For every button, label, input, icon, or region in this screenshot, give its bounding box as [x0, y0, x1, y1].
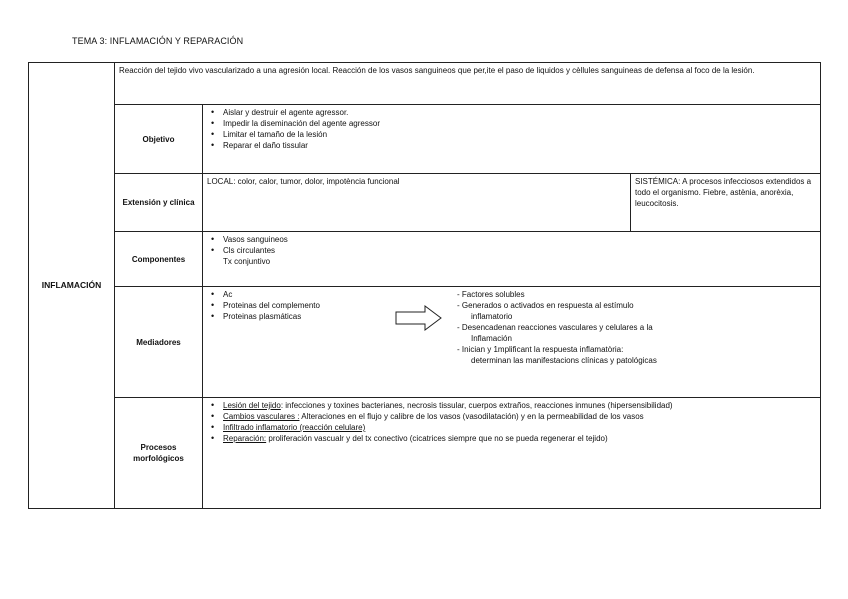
procesos-label-cell	[115, 398, 203, 509]
mediadores-line: determinan las manifestacions clínicas y patológicas	[471, 356, 657, 365]
list-item: • Cls circulantes	[207, 245, 816, 256]
procesos-term: Lesión del tejido	[223, 401, 281, 410]
extension-local-text: LOCAL: color, calor, tumor, dolor, impotència funcional	[207, 177, 400, 186]
componentes-label: Componentes	[131, 254, 186, 264]
mediadores-line: inflamatorio	[471, 312, 513, 321]
procesos-text: : infecciones y toxines bacterianes, necrosis tissular, cuerpos extraños, reacciones inmunes (hipersensibilidad)	[280, 401, 673, 410]
componentes-label-cell	[115, 232, 203, 287]
list-item	[207, 433, 816, 444]
procesos-label: Procesos morfológicos	[133, 443, 184, 463]
procesos-text: Alteraciones en el flujo y calibre de los vasos (vasodilatación) y en la permeabilidad de los vasos	[299, 412, 644, 421]
topic-cell	[29, 63, 115, 509]
intro-cell	[115, 63, 821, 105]
list-item: • Ac	[207, 289, 387, 300]
list-item: • Proteinas plasmáticas	[207, 311, 387, 322]
extension-sistemica-text: SISTÉMICA: A procesos infecciosos extendidos a todo el organismo. Fiebre, astènia, anorèxia, leucocitosis.	[635, 177, 812, 208]
extension-local-cell	[203, 174, 631, 232]
list-item: • Proteinas del complemento	[207, 300, 387, 311]
intro-text: Reacción del tejido vivo vascularizado a una agresión local. Reacción de los vasos sanguineos que per,ite el paso de liquidos y cèllules sanguineas de defensa al foco de la lesión.	[119, 66, 755, 75]
mediadores-line: - Generados o activados en respuesta al estímulo	[457, 301, 634, 310]
page-title: TEMA 3: INFLAMACIÓN Y REPARACIÓN	[72, 36, 244, 46]
mediadores-line: - Desencadenan reacciones vasculares y celulares a la	[457, 323, 653, 332]
mediadores-line: - Factores solubles	[457, 290, 525, 299]
extension-label-cell	[115, 174, 203, 232]
mediadores-label-cell	[115, 287, 203, 398]
extension-sistemica-cell	[631, 174, 821, 232]
procesos-term: Infiltrado inflamatorio (reacción celulare)	[223, 423, 366, 432]
mediadores-line: Inflamación	[471, 334, 512, 343]
procesos-term: Reparación:	[223, 434, 267, 443]
mediadores-content	[203, 287, 821, 398]
list-item	[207, 400, 816, 411]
componentes-content	[203, 232, 821, 287]
mediadores-label: Mediadores	[136, 337, 181, 347]
objetivo-label-cell	[115, 105, 203, 174]
list-item	[207, 411, 816, 422]
list-item: • Reparar el daño tissular	[207, 140, 816, 151]
topic-label: INFLAMACIÓN	[41, 280, 102, 290]
procesos-content	[203, 398, 821, 509]
arrow-right-icon	[395, 305, 443, 331]
list-item: • Aislar y destruir el agente agressor.	[207, 107, 816, 118]
list-item	[207, 422, 816, 433]
mediadores-line: - Inician y 1mplificant la respuesta inflamatòria:	[457, 345, 624, 354]
list-item: • Impedir la diseminación del agente agressor	[207, 118, 816, 129]
objetivo-content	[203, 105, 821, 174]
mediadores-description	[457, 289, 757, 366]
procesos-text: proliferación vascualr y del tx conectivo (cicatrices siempre que no se pueda regenerar el tejido)	[266, 434, 608, 443]
componentes-extra: Tx conjuntivo	[223, 257, 271, 266]
list-item: • Limitar el tamaño de la lesión	[207, 129, 816, 140]
procesos-term: Cambios vasculares :	[223, 412, 300, 421]
objetivo-label: Objetivo	[142, 134, 175, 144]
summary-table	[28, 62, 821, 509]
list-item: • Vasos sanguineos	[207, 234, 816, 245]
extension-label: Extensión y clínica	[122, 198, 195, 207]
mediadores-list	[207, 289, 387, 322]
